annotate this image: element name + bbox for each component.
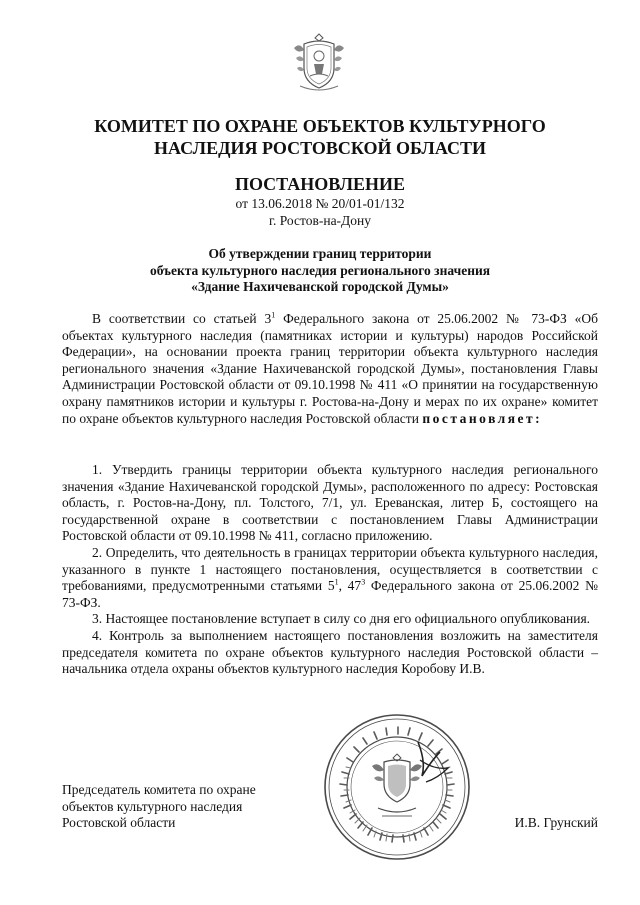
signatory-position <box>62 782 312 832</box>
document-city: г. Ростов-на-Дону <box>268 213 371 228</box>
resolution-item-4: 4. Контроль за выполнением настоящего постановления возложить на заместителя председателя комитета по охране объектов культурного наследия Ростовской области – начальника отдела охраны объектов культурного наследия Коробову И.В. <box>62 627 598 677</box>
item2-text-c: Федерального закона от 25.06.2002 № 73-ФЗ. <box>62 578 598 610</box>
item2-text-b: , 47 <box>338 578 362 594</box>
subject-line2: объекта культурного наследия регионального значения <box>149 262 491 278</box>
subject-line1: Об утверждении границ территории <box>208 246 432 261</box>
signatory-position-line1: Председатель комитета по охране <box>62 782 256 797</box>
resolution-item-3: 3. Настоящее постановление вступает в силу со дня его официального опубликования. <box>92 611 591 627</box>
organization-name-line1: КОМИТЕТ ПО ОХРАНЕ ОБЪЕКТОВ КУЛЬТУРНОГО <box>94 116 546 136</box>
organization-name-line2: НАСЛЕДИЯ РОСТОВСКОЙ ОБЛАСТИ <box>154 138 486 158</box>
resolution-item-2 <box>62 545 598 611</box>
document-date-number: от 13.06.2018 № 20/01-01/132 <box>235 196 405 211</box>
subject-line3: «Здание Нахичеванской городской Думы» <box>191 279 449 294</box>
signatory-name: И.В. Грунский <box>514 815 598 830</box>
organization-name <box>40 115 600 159</box>
item2-superscript-2: 3 <box>361 577 366 587</box>
item2-superscript-1: 1 <box>334 577 339 587</box>
preamble-text-a: В соответствии со статьей 3 <box>92 311 272 326</box>
document-type: ПОСТАНОВЛЕНИЕ <box>234 174 406 194</box>
preamble-text-b: Федерального закона от 25.06.2002 № 73-ФЗ «Об объектах культурного наследия (памятниках истории и культуры) народов Российской Федерации», на основании проекта границ территории объекта культурного наследия регионального значения «Здание Нахичеванской городской Думы», постановления Главы Администрации Ростовской области от 09.10.1998 № 411 «О принятии на государственную охрану памятников истории и культуры г. Ростова-на-Дону и мерах по их охране» комитет по охране объектов культурного наследия Ростовской области <box>62 311 598 426</box>
document-subject <box>40 246 600 296</box>
preamble-text <box>62 311 598 427</box>
coat-of-arms-emblem <box>292 28 346 94</box>
resolves-word: постановляет: <box>422 410 543 426</box>
preamble-superscript: 1 <box>271 310 276 320</box>
resolution-items <box>62 462 598 678</box>
official-seal-stamp <box>322 712 472 862</box>
preamble-paragraph <box>62 311 598 427</box>
item2-text-a: 2. Определить, что деятельность в границах территории объекта культурного наследия, указанного в пункте 1 настоящего постановления, осуществляется в соответствии с требованиями, предусмотренными статьями 5 <box>62 544 598 594</box>
signatory-position-line2: объектов культурного наследия <box>62 798 243 814</box>
signatory-position-line3: Ростовской области <box>62 815 176 831</box>
resolution-item-1: 1. Утвердить границы территории объекта культурного наследия регионального значения «Здание Нахичеванской городской Думы», расположенного по адресу: Ростовская область, г. Ростов-на-Дону, пл. Толстого, 7/1, ул. Ереванская, литер Б, состоящего на государственной охране в соответствии с постановлением Главы Администрации Ростовской области от 09.10.1998 № 411, согласно приложению. <box>62 462 598 544</box>
